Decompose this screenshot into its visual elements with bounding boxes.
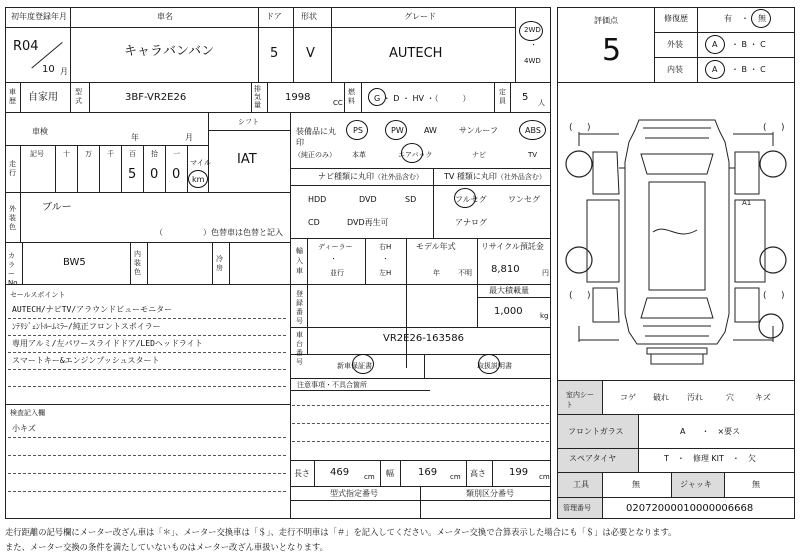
shape-value: V — [306, 46, 315, 61]
repair-no-circle — [751, 9, 771, 28]
displacement-label: 排気量 — [254, 85, 261, 109]
equip-pw-circle — [385, 120, 407, 140]
control-number-value: 02072000010000006668 — [626, 503, 754, 514]
tv-oneseg: ワンセグ — [508, 195, 540, 204]
navi-cd: CD — [308, 218, 320, 227]
width-value: 169 — [418, 467, 438, 478]
svg-text:): ) — [781, 123, 785, 133]
tools-label: 工具 — [573, 480, 589, 489]
reg-era: R04 — [13, 39, 39, 54]
spare-tire-options: T ・ 修理 KIT ・ 欠 — [664, 454, 756, 463]
svg-text:): ) — [781, 291, 785, 301]
recycle-label: リサイクル預託金 — [481, 242, 544, 251]
equip-leather: 本革 — [352, 151, 366, 159]
exterior-grade-a: A — [712, 40, 718, 49]
sales-point-line-4: スマートキー&エンジンプッシュスタート — [12, 356, 160, 365]
digit-label-1m: 万 — [85, 150, 92, 158]
shaken-label: 車検 — [32, 127, 48, 136]
model-year-unit: 年 — [433, 269, 440, 277]
sales-points-label: セールスポイント — [10, 291, 66, 299]
rating-value: 5 — [602, 33, 622, 68]
equipment-sublabel: （純正のみ） — [294, 151, 336, 159]
exterior-a-circle — [705, 35, 725, 54]
recycle-unit: 円 — [542, 269, 549, 277]
equip-navi: ナビ — [472, 151, 486, 159]
seat-tear: 破れ — [653, 393, 669, 402]
length-unit: cm — [364, 473, 375, 481]
warranty-circle — [352, 354, 374, 374]
reg-month-unit: 月 — [60, 67, 68, 76]
chassis-value: VR2E26-163586 — [383, 333, 464, 344]
width-label: 幅 — [386, 469, 394, 478]
reg-number-label: 登録番号 — [296, 290, 303, 325]
svg-text:(: ( — [763, 123, 767, 133]
reg-date-label: 初年度登録年月 — [11, 12, 67, 21]
color-change-note: （ ）色替車は色替と記入 — [155, 228, 283, 237]
shaken-year-unit: 年 — [131, 133, 139, 142]
new-car-warranty: 新車保証書 — [337, 362, 372, 370]
repair-yes: 有 — [724, 14, 732, 23]
mileage-digit-10: 0 — [172, 167, 181, 182]
shift-label: シフト — [238, 118, 259, 126]
main-form — [5, 7, 551, 519]
equip-abs: ABS — [525, 126, 541, 135]
manual-circle — [478, 354, 500, 374]
sales-point-line-3: 専用アルミ/左パワースライドドア/LEDヘッドライト — [12, 339, 203, 348]
length-value: 469 — [330, 467, 350, 478]
drive-4wd: 4WD — [524, 57, 541, 65]
jack-value: 無 — [752, 480, 760, 489]
cc-unit: CC — [333, 99, 343, 107]
capacity-label: 定員 — [499, 88, 506, 105]
svg-text:(: ( — [569, 291, 573, 301]
ext-color-label: 外装色 — [9, 205, 16, 231]
rating-label: 評価点 — [594, 16, 618, 25]
import-parallel: 並行 — [330, 269, 344, 277]
exterior-label: 外装 — [667, 40, 683, 49]
grade-value: AUTECH — [389, 46, 443, 61]
tv-fullseg-circle — [454, 188, 476, 208]
interior-grade-a: A — [712, 65, 718, 74]
mile-label: マイル — [190, 159, 211, 167]
mileage-digit-100: 0 — [150, 167, 159, 182]
equip-tv: TV — [528, 151, 538, 159]
fuel-options: G ・ D ・ HV ・（ ） — [374, 94, 471, 103]
use-value: 自家用 — [28, 92, 58, 103]
svg-text:): ) — [587, 291, 591, 301]
equip-airbag-circle — [401, 143, 423, 163]
width-unit: cm — [450, 473, 461, 481]
exterior-grade-rest: ・ B ・ C — [731, 40, 766, 49]
navi-label: ナビ種類に丸印（社外品含む） — [318, 172, 423, 181]
jack-label: ジャッキ — [680, 480, 712, 489]
control-number-label: 管理番号 — [563, 504, 591, 512]
model-year-unknown: 不明 — [458, 269, 472, 277]
type-designation-label: 型式指定番号 — [330, 489, 378, 498]
displacement-value: 1998 — [285, 92, 311, 103]
navi-hdd: HDD — [308, 195, 327, 204]
car-name: キャラバンバン — [124, 44, 215, 59]
kigo-label: 記号 — [30, 150, 44, 158]
import-dealer: ディーラー — [318, 243, 353, 251]
navi-dvd-play: DVD再生可 — [347, 218, 389, 227]
seat-burn: コゲ — [620, 393, 636, 402]
height-value: 199 — [509, 467, 529, 478]
use-label: 車歴 — [9, 88, 16, 105]
shape-label: 形状 — [301, 12, 317, 21]
equip-ps: PS — [353, 126, 363, 135]
chassis-label: 車台番号 — [296, 331, 303, 366]
tv-analog: アナログ — [455, 218, 487, 227]
height-label: 高さ — [470, 469, 486, 478]
fuel-label: 燃料 — [348, 88, 355, 105]
door-label: ドア — [266, 12, 282, 21]
windshield-options: A ・ ×要ス — [680, 427, 741, 436]
shaken-month-unit: 月 — [185, 133, 193, 142]
model-value: 3BF-VR2E26 — [125, 92, 187, 103]
navi-dvd: DVD — [359, 195, 377, 204]
ext-color-value: ブルー — [42, 202, 72, 213]
navi-sd: SD — [405, 195, 417, 204]
seat-stain: 汚れ — [687, 393, 703, 402]
equip-pw: PW — [391, 126, 404, 135]
import-left-h: 左H — [379, 269, 392, 277]
height-unit: cm — [539, 473, 550, 481]
mileage-digit-1000: 5 — [128, 167, 137, 182]
car-body-diagram — [557, 82, 795, 380]
capacity-value: 5 — [522, 92, 529, 103]
max-load-label: 最大積載量 — [489, 286, 529, 295]
seat-hole: 穴 — [726, 393, 734, 402]
svg-text:(: ( — [569, 123, 573, 133]
equip-abs-circle — [519, 120, 546, 140]
equip-sunroof: サンルーフ — [459, 126, 498, 135]
tools-value: 無 — [632, 480, 640, 489]
interior-grade-rest: ・ B ・ C — [731, 65, 766, 74]
km-label: km — [192, 175, 205, 184]
notes-label: 注意事項・不具合箇所 — [297, 381, 367, 389]
interior-label: 内装 — [667, 65, 683, 74]
color-no-value: BW5 — [63, 257, 86, 268]
km-circle — [188, 170, 208, 188]
capacity-unit: 人 — [538, 99, 545, 107]
inspector-label: 検査記入欄 — [10, 409, 45, 417]
fuel-g-circle — [368, 88, 386, 106]
drive-2wd: 2WD — [524, 26, 541, 34]
digit-label-100: 百 — [129, 150, 136, 158]
repair-dot: ・ — [741, 14, 749, 23]
svg-text:(: ( — [763, 291, 767, 301]
length-label: 長さ — [294, 469, 310, 478]
max-load-value: 1,000 — [494, 306, 523, 317]
digit-label-1000: 千 — [107, 150, 114, 158]
import-label: 輸入車 — [296, 247, 303, 275]
import-dot-1: ・ — [330, 255, 337, 263]
sales-point-line-2: ﾝﾃﾘｼﾞｪﾝﾄﾙｰﾑﾐﾗｰ/純正フロントスポイラー — [12, 322, 161, 331]
interior-a-circle — [705, 60, 725, 79]
import-dot-2: ・ — [382, 255, 389, 263]
drive-dot: ・ — [530, 41, 537, 49]
footer-line-1: 走行距離の記号欄にメーター改ざん車は「＊」、メーター交換車は「＄」、走行不明車は「＃」を記入してください。メーター交換で合算表示した場合にも「＄」は必要となります。 — [5, 527, 677, 537]
mileage-label: 走行 — [9, 160, 16, 177]
inspector-text: 小キズ — [12, 424, 36, 433]
ac-label: 冷房 — [216, 255, 223, 272]
drive-2wd-circle — [519, 21, 543, 41]
max-load-unit: kg — [540, 312, 549, 320]
digit-label-10: 拾 — [151, 150, 158, 158]
manual: 取扱説明書 — [477, 362, 512, 370]
seat-label: 室内シート — [566, 391, 594, 409]
repair-label: 修復歴 — [664, 14, 688, 23]
repair-no: 無 — [758, 14, 766, 23]
reg-month: 10 — [42, 64, 55, 75]
interior-color-label: 内装色 — [134, 250, 141, 276]
color-no-label: カラーNo. — [8, 252, 20, 287]
recycle-value: 8,810 — [491, 264, 520, 275]
equipment-label: 装備品に丸印 — [296, 127, 336, 147]
equip-ps-circle — [346, 120, 368, 140]
door-count: 5 — [270, 46, 279, 61]
model-label: 型式 — [75, 88, 82, 105]
sales-point-line-1: AUTECH/ナビTV/アラウンドビューモニター — [12, 305, 173, 314]
grade-label: グレード — [404, 12, 436, 21]
digit-label-10m: 十 — [63, 150, 70, 158]
equip-airbag: エアバック — [398, 151, 433, 159]
car-name-label: 車名 — [157, 12, 173, 21]
equip-aw: AW — [424, 126, 437, 135]
svg-text:): ) — [587, 123, 591, 133]
diagram-mark: A1 — [742, 199, 752, 207]
tv-fullseg: フルセグ — [455, 195, 487, 204]
footer-line-2: また、メーター交換の条件を満たしていないものはメーター改ざん車扱いとなります。 — [5, 542, 328, 552]
windshield-label: フロントガラス — [568, 427, 624, 436]
model-year-label: モデル年式 — [416, 242, 456, 251]
tv-label: TV 種類に丸印（社外品含む） — [444, 172, 546, 181]
seat-scratch: キズ — [755, 393, 771, 402]
class-number-label: 類別区分番号 — [466, 489, 514, 498]
import-right-h: 右H — [379, 243, 392, 251]
digit-label-1: 一 — [173, 150, 180, 158]
shift-value: IAT — [237, 152, 257, 167]
spare-tire-label: スペアタイヤ — [569, 454, 617, 463]
